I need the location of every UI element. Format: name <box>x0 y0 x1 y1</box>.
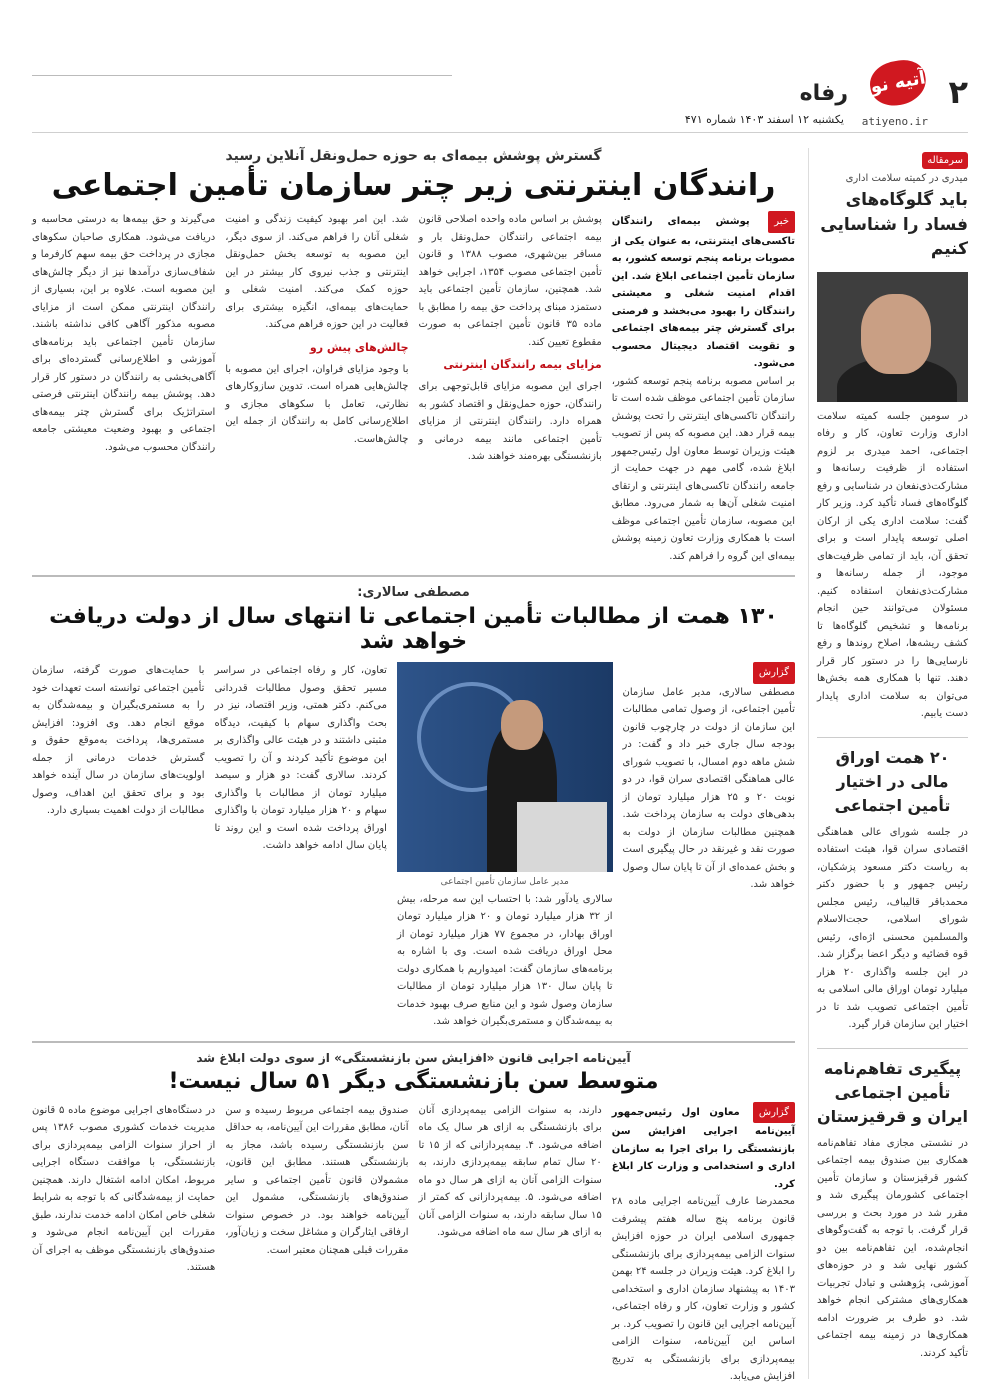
sidebar-item3-body: در نشستی مجازی مفاد تفاهم‌نامه همکاری بین صندوق بیمه اجتماعی کشور قرقیزستان و سازمان تأمین اجتماعی کشورمان پیگیری شد و مقرر شد در مورد بحث و بررسی قرار گرفت. با توجه به گفت‌وگوهای انجام‌شده، این تفاهم‌نامه بین دو کشور نهایی شد و در حوزه‌های آموزشی، پژوهشی و تبادل تجربیات همکاری‌های مشترکی انجام خواهد شد. دو طرف بر ضرورت ادامه همکاری‌ها در زمینه بیمه اجتماعی تأکید کردند. <box>817 1137 968 1359</box>
section-divider-2 <box>32 1041 795 1043</box>
story3-col1 <box>612 1102 795 1386</box>
story1-subhead2: چالش‌های پیش رو <box>309 340 409 354</box>
editorial-badge: سرمقاله <box>922 152 968 169</box>
story1-text2b: اجرای این مصوبه مزایای قابل‌توجهی برای رانندگان، حوزه حمل‌ونقل و اقتصاد کشور به همراه دارد. رانندگان اینترنتی از مزایای تأمین اجتماعی مانند بیمه درمانی و بازنشستگی بهره‌مند خواهند شد. <box>418 381 602 463</box>
story2-tag: گزارش <box>753 662 795 684</box>
main-content <box>32 148 796 1383</box>
story3-headline[interactable]: متوسط سن بازنشستگی دیگر ۵۱ سال نیست! <box>168 1068 659 1094</box>
story1-col2 <box>419 211 602 565</box>
story1-text2: پوشش بر اساس ماده واحده اصلاحی قانون بیمه اجتماعی رانندگان حمل‌ونقل بار و مسافر بین‌شهری، مصوب ۱۳۸۸ و قانون تأمین اجتماعی مصوب ۱۳۵۴، اجرایی خواهد شد. همچنین، سازمان تأمین اجتماعی باید دستمزد مبنای پرداخت حق بیمه را مطابق با ماده ۳۵ قانون تأمین اجتماعی به صورت مقطوع تعیین کند. <box>418 214 602 348</box>
story3-text3: صندوق بیمه اجتماعی مربوط رسیده و سن آنان، مطابق مقررات این آیین‌نامه، به حداقل سن بازنشستگی رسیده باشد، مجاز به بازنشستگی هستند. مطابق این قانون، مشمولان قانون تأمین اجتماعی و سایر صندوق‌های بازنشستگی، مشمول این آیین‌نامه خواهند بود. در خصوص سنوات ارفاقی ایثارگران و مشاغل سخت و زیان‌آور، مقررات قبلی همچنان معتبر است. <box>225 1104 409 1256</box>
sidebar <box>808 148 968 1379</box>
sidebar-item2-body: در جلسه شورای عالی هماهنگی اقتصادی سران قوا، هیئت استفاده به ریاست دکتر مسعود پزشکیان، رئیس جمهور و با حضور دکتر محمدباقر قالیباف، رئیس مجلس شورای اسلامی، حجت‌الاسلام والمسلمین محسنی اژه‌ای، رئیس قوه قضائیه و دیگر اعضا برگزار شد. در این جلسه واگذاری ۲۰ هزار میلیارد تومان اوراق مالی اسلامی به تأمین اجتماعی تصویب شد تا در اختیار این سازمان قرار گیرد. <box>817 826 969 1031</box>
page-number: ۲ <box>948 73 968 111</box>
photo-caption: مدیر عامل سازمان تأمین اجتماعی <box>440 877 569 887</box>
story2-col1 <box>623 662 795 1031</box>
sidebar-item3-title[interactable]: پیگیری تفاهم‌نامه تأمین اجتماعی ایران و قرقیزستان <box>817 1048 968 1129</box>
story2-headline[interactable]: ۱۳۰ همت از مطالبات تأمین اجتماعی تا انتهای سال از دولت دریافت خواهد شد <box>49 604 778 654</box>
story1-headline[interactable]: رانندگان اینترنتی زیر چتر سازمان تأمین اجتماعی <box>51 168 776 203</box>
story3-text4: در دستگاه‌های اجرایی موضوع ماده ۵ قانون مدیریت خدمات کشوری مصوب ۱۳۸۶ پس از احراز سنوات الزامی بیمه‌پردازی برای بازنشستگی، با موافقت دستگاه اجرایی مربوط، امکان ادامه اشتغال دارند. همچنین حمایت از بیمه‌شدگانی که با توجه به شرایط شغلی خاص امکان ادامه خدمت ندارند، طبق مقررات این آیین‌نامه انجام می‌شود و صندوق‌های بازنشستگی موظف به اجرای آن هستند. <box>32 1104 216 1274</box>
story1-subhead: مزایای بیمه رانندگان اینترنتی <box>443 358 602 371</box>
logo-mark: آتیه نو <box>867 56 930 109</box>
story3-text2: دارند، به سنوات الزامی بیمه‌پردازی آنان برای بازنشستگی به ازای هر سال یک ماه اضافه می‌شود. ۴. بیمه‌پردازانی که از ۱۵ تا ۲۰ سال تمام سابقه بیمه‌پردازی دارند، به سنوات الزامی آنان به ازای هر سال دو ماه اضافه می‌شود. ۵. بیمه‌پردازانی که کمتر از ۱۵ سال سابقه دارند، به سنوات الزامی آنان به ازای هر سال سه ماه اضافه می‌شود. <box>418 1104 602 1239</box>
story1-col3 <box>225 211 408 565</box>
story1-text3: شد. این امر بهبود کیفیت زندگی و امنیت شغلی آنان را فراهم می‌کند. از سوی دیگر، این مصوبه به توسعه بخش حمل‌ونقل اینترنتی و جذب نیروی کار بیشتر در این حوزه کمک می‌کند. امنیت شغلی و حمایت‌های بیمه‌ای، انگیزه بیشتری برای فعالیت در این حوزه فراهم می‌کند. <box>225 214 409 330</box>
sidebar-kicker: میدری در کمیته سلامت اداری <box>845 173 968 184</box>
story3-lead: معاون اول رئیس‌جمهور آیین‌نامه اجرایی افزایش سن بازنشستگی را برای اجرا به سازمان اداری و استخدامی و وزارت کار ابلاغ کرد. <box>611 1106 795 1190</box>
story2-text4: با حمایت‌های صورت گرفته، سازمان تأمین اجتماعی توانسته است تعهدات خود را به مستمری‌بگیران و بیمه‌شدگان به موقع انجام دهد. وی افزود: افزایش مستمری‌ها، پرداخت به‌موقع حقوق و گسترش خدمات درمانی از جمله اولویت‌های سازمان در سال آینده خواهد بود و برای تحقق این اهداف، وصول مطالبات از دولت اهمیت بسیاری دارد. <box>32 665 205 816</box>
story2-col2 <box>397 662 613 1031</box>
story-retirement-age <box>32 1051 795 1386</box>
story-internet-drivers <box>32 148 795 565</box>
story1-text3b: با وجود مزایای فراوان، اجرای این مصوبه با چالش‌هایی همراه است. تدوین سازوکارهای نظارتی، تعامل با سکوهای مجازی و اطلاع‌رسانی کامل به رانندگان از جمله این چالش‌هاست. <box>225 363 409 445</box>
section-title: رفاه <box>799 81 848 106</box>
story1-col1 <box>612 211 795 565</box>
story1-text1: بر اساس مصوبه برنامه پنجم توسعه کشور، سازمان تأمین اجتماعی موظف شده است تا رانندگان تاکسی‌های اینترنتی را تحت پوشش بیمه قرار دهد. این مصوبه که پس از تصویب هیئت وزیران توسط معاون اول رئیس‌جمهور ابلاغ شده، گامی مهم در جهت حمایت از جامعه رانندگان تاکسی‌های اینترنتی و ارتقای امنیت شغلی آن‌ها به شمار می‌رود. مطابق این مصوبه، سازمان تأمین اجتماعی موظف است با همکاری وزارت تعاون زمینه پوشش بیمه‌ای این گروه را فراهم کند. <box>611 375 795 562</box>
salari-photo <box>397 662 613 872</box>
issue-date: یکشنبه ۱۲ اسفند ۱۴۰۳ شماره ۴۷۱ <box>684 113 844 126</box>
sidebar-title[interactable]: باید گلوگاه‌های فساد را شناسایی کنیم <box>820 190 968 260</box>
story3-col3 <box>225 1102 408 1386</box>
sidebar-body: در سومین جلسه کمیته سلامت اداری وزارت تعاون، کار و رفاه اجتماعی، احمد میدری بر لزوم استفاده از ظرفیت رسانه‌ها و مشارکت‌ذی‌نفعان در شناسایی و رفع گلوگاه‌های فساد تأکید کرد. وزیر کار گفت: سلامت اداری یکی از ارکان اصلی توسعه پایدار است و برای تحقق آن، باید از تمامی ظرفیت‌های موجود، از جمله رسانه‌ها و مشارکت‌ذی‌نفعان استفاده کنیم. مسئولان می‌توانند حین انجام برنامه‌ها و تشخیص گلوگاه‌ها تا کشف ریشه‌ها، اصلاح روندها و رفع نارسایی‌ها را در دستور کار قرار دهند. تنها با همکاری همه بخش‌ها می‌توان به سلامت اداری پایدار دست یابیم. <box>817 410 968 720</box>
story2-col4 <box>32 662 204 1031</box>
story2-text1: مصطفی سالاری، مدیر عامل سازمان تأمین اجتماعی، از وصول تمامی مطالبات این سازمان از دولت در چارچوب قانون بودجه سال جاری خبر داد و گفت: در شش ماهه دوم امسال، با تصویب شورای عالی هماهنگی اقتصادی سران قوا، در دو نوبت ۲۰ و ۲۵ هزار میلیارد تومان از بدهی‌های دولت به سازمان پرداخت شد. همچنین مطالبات سازمان از دولت به صورت نقد و غیرنقد در حال پیگیری است و بخش عمده‌ای از آن تا پایان سال وصول خواهد شد. <box>622 686 796 890</box>
header-rule <box>32 75 452 76</box>
photo-face <box>501 700 543 750</box>
photo-podium <box>517 802 607 872</box>
story1-text4: می‌گیرند و حق بیمه‌ها به درستی محاسبه و دریافت می‌شود. همکاری صاحبان سکوهای مجازی در پرداخت حق بیمه سهم کارفرما و شفاف‌سازی درآمدها نیز از دیگر چالش‌های این مصوبه است. علاوه بر این، بسیاری از رانندگان اینترنتی ممکن است از مزایای مصوبه مذکور آگاهی کافی نداشته باشند. سازمان تأمین اجتماعی باید برنامه‌های آموزشی و اطلاع‌رسانی گسترده‌ای برای آگاهی‌بخشی به رانندگان در دستور کار قرار دهد. پوشش بیمه رانندگان اینترنتی فرصتی استراتژیک برای گسترش چتر بیمه‌های اجتماعی و بهبود وضعیت معیشتی جامعه رانندگان محسوب می‌شود. <box>32 214 216 453</box>
story1-kicker: گسترش پوشش بیمه‌ای به حوزه حمل‌ونقل آنلاین رسید <box>225 148 602 164</box>
masthead <box>32 55 968 133</box>
site-url[interactable]: atiyeno.ir <box>861 115 928 128</box>
story3-text1: محمدرضا عارف آیین‌نامه اجرایی ماده ۲۸ قانون برنامه پنج ساله هفتم پیشرفت جمهوری اسلامی ایران در حوزه افزایش سنوات الزامی بیمه‌پردازی برای بازنشستگی را ابلاغ کرد. هیئت وزیران در جلسه ۲۴ بهمن ۱۴۰۳ به پیشنهاد سازمان اداری و استخدامی کشور و وزارت تعاون، کار و رفاه اجتماعی، آیین‌نامه اجرایی این قانون را تصویب کرد. بر اساس این آیین‌نامه، سنوات الزامی بیمه‌پردازی برای بازنشستگی به تدریج افزایش می‌یابد. <box>611 1196 795 1383</box>
photo-head-shape <box>861 294 931 374</box>
story1-col4 <box>32 211 215 565</box>
story1-tag: خبر <box>768 211 795 233</box>
story2-kicker: مصطفی سالاری: <box>357 585 470 600</box>
story3-col2 <box>419 1102 602 1386</box>
story2-text3: تعاون، کار و رفاه اجتماعی در سراسر مسیر تحقق وصول مطالبات قدردانی می‌کنم. دکتر همتی، وزیر اقتصاد، نیز در بحث واگذاری سهام با کیفیت، دیدگاه مثبتی داشتند و در هیئت عالی واگذاری بر این موضوع تأکید کردند و آن را تصویب کردند. سالاری گفت: دو هزار و سیصد میلیارد تومان از مطالبات با واگذاری سهام و ۲۰ هزار میلیارد تومان با واگذاری اوراق پرداخت شده است و این روند تا پایان سال ادامه خواهد داشت. <box>214 665 387 851</box>
logo[interactable] <box>860 59 930 109</box>
story2-col3 <box>214 662 386 1031</box>
sidebar-item2-title[interactable]: ۲۰ همت اوراق مالی در اختیار تأمین اجتماعی <box>817 737 968 818</box>
story3-kicker: آیین‌نامه اجرایی قانون «افزایش سن بازنشستگی» از سوی دولت ابلاغ شد <box>196 1050 631 1065</box>
story2-text2: سالاری یادآور شد: با احتساب این سه مرحله، بیش از ۳۲ هزار میلیارد تومان و ۲۰ هزار میلیارد تومان اوراق بهادار، در مجموع ۷۷ هزار میلیارد تومان از محل اوراق دریافت شده است. وی با اشاره به برنامه‌های سازمان گفت: امیدواریم با همکاری دولت تا پایان سال ۱۳۰ هزار میلیارد تومان از مطالبات سازمان وصول شود و این منابع صرف بهبود خدمات به بیمه‌شدگان و مستمری‌بگیران خواهد شد. <box>396 893 613 1028</box>
minister-photo <box>817 272 968 402</box>
story3-col4 <box>32 1102 215 1386</box>
story1-lead: پوشش بیمه‌ای رانندگان تاکسی‌های اینترنتی، به عنوان یکی از مصوبات برنامه پنجم توسعه کشور، به سازمان تأمین اجتماعی ابلاغ شد. این اقدام امنیت شغلی و معیشتی رانندگان را بهبود می‌بخشد و فرصتی برای گسترش چتر بیمه‌های اجتماعی و تقویت اقتصاد دیجیتال محسوب می‌شود. <box>611 216 795 369</box>
story-claims-130 <box>32 585 795 1031</box>
section-divider <box>32 575 795 577</box>
story3-tag: گزارش <box>753 1102 795 1124</box>
